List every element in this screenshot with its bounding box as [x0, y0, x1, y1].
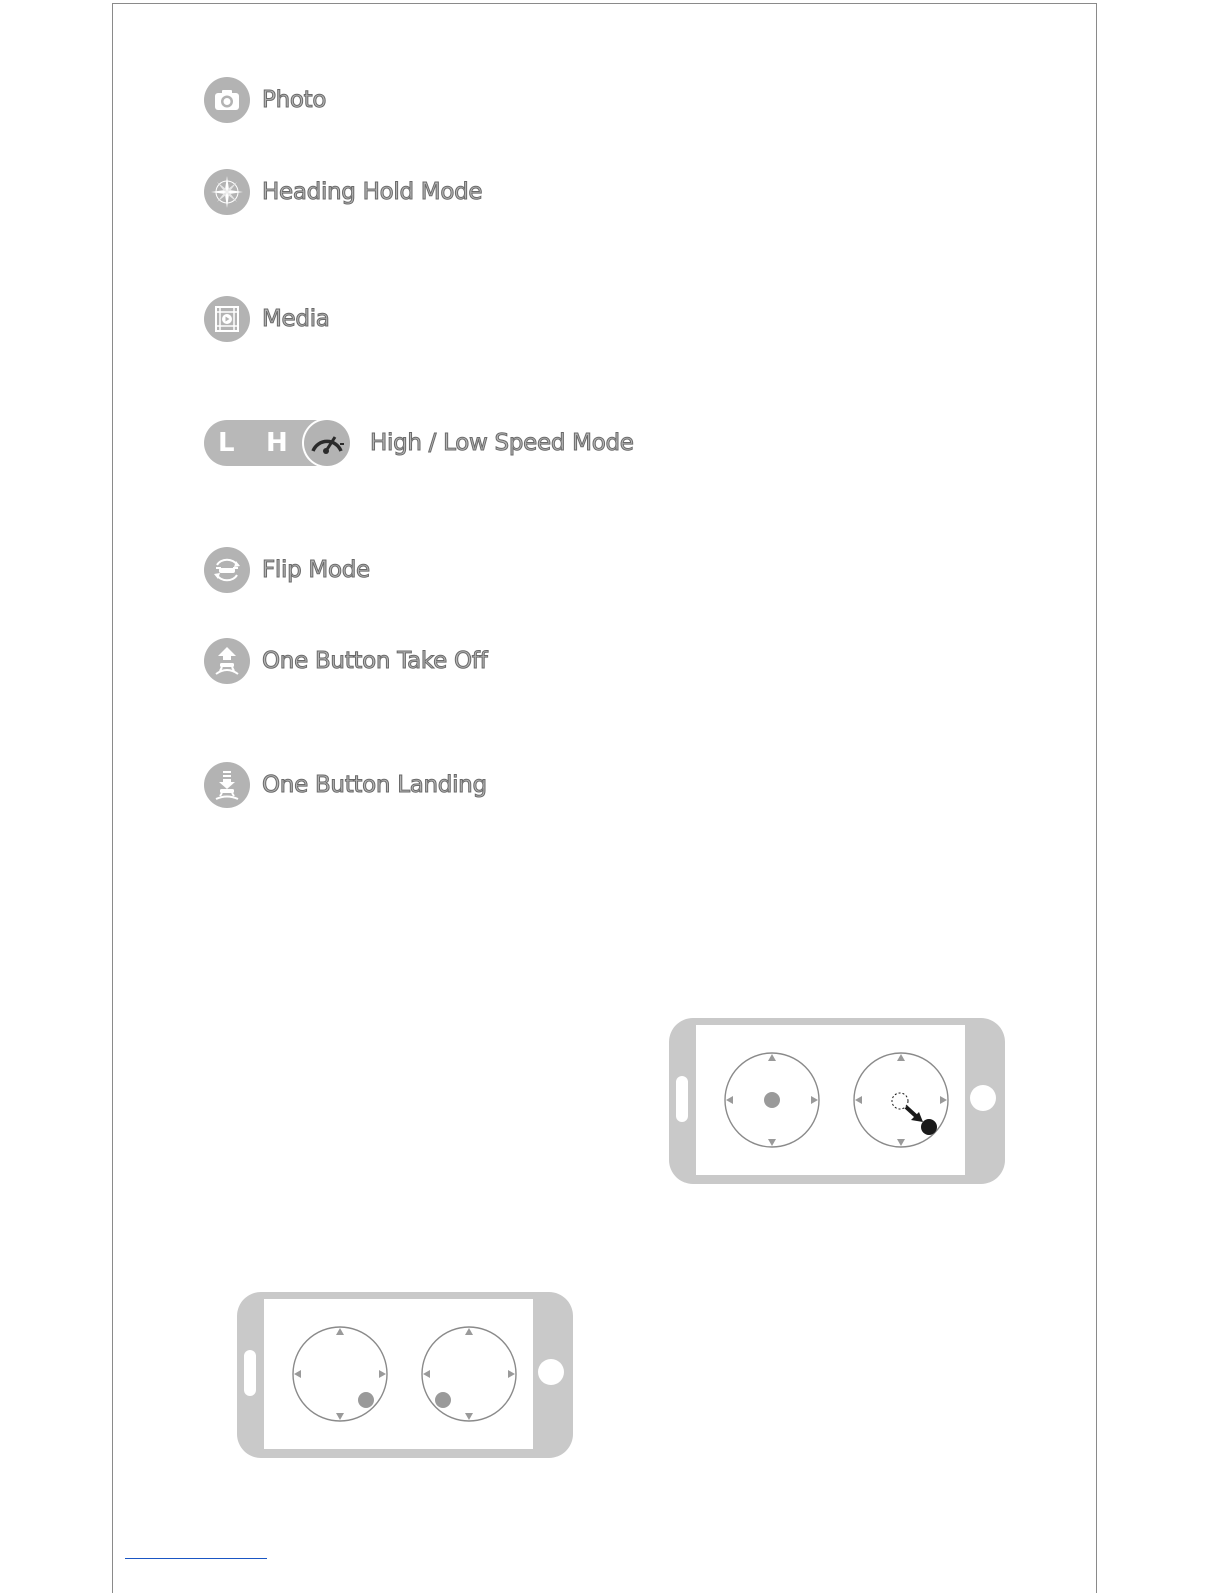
high-speed-letter: H [266, 428, 288, 458]
speed-toggle[interactable] [204, 420, 350, 466]
feature-label-takeoff: One Button Take Off [262, 648, 488, 674]
landing-icon [204, 762, 250, 808]
feature-label-photo: Photo [262, 87, 327, 113]
film-play-icon [204, 296, 250, 342]
feature-photo[interactable] [204, 77, 326, 123]
feature-media[interactable] [204, 296, 330, 342]
feature-label-heading-hold: Heading Hold Mode [262, 179, 483, 205]
feature-label-media: Media [262, 306, 330, 332]
takeoff-icon [204, 638, 250, 684]
flip-drone-icon [204, 547, 250, 593]
camera-icon [204, 77, 250, 123]
speedometer-icon [304, 420, 350, 466]
low-speed-letter: L [218, 428, 235, 458]
feature-landing[interactable] [204, 762, 487, 808]
feature-label-landing: One Button Landing [262, 772, 487, 798]
feature-speed-mode[interactable] [204, 420, 634, 466]
footer-link-line[interactable] [125, 1558, 267, 1559]
feature-heading-hold[interactable] [204, 169, 482, 215]
phone-joystick-icon [667, 1016, 1007, 1186]
feature-label-speed: High / Low Speed Mode [370, 430, 634, 456]
feature-takeoff[interactable] [204, 638, 487, 684]
phone-joystick-icon [235, 1290, 575, 1460]
feature-flip[interactable] [204, 547, 370, 593]
phone-joystick-calibrate-illustration [235, 1290, 575, 1464]
compass-icon [204, 169, 250, 215]
phone-joystick-move-illustration [667, 1016, 1007, 1190]
feature-label-flip: Flip Mode [262, 557, 370, 583]
